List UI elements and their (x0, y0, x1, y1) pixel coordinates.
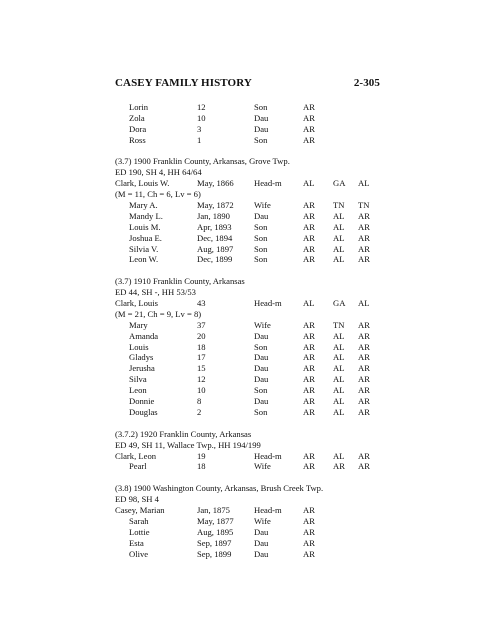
cell-name: Leon (129, 385, 147, 396)
cell-age-or-birth: Jan, 1890 (197, 210, 230, 221)
cell-name: Casey, Marian (115, 504, 165, 515)
cell-birthplace: AR (303, 221, 315, 232)
cell-relation: Head-m (254, 504, 282, 515)
section-spacer (115, 146, 385, 157)
cell-relation: Dau (254, 396, 269, 407)
census-row (115, 320, 385, 331)
cell-relation: Son (254, 385, 268, 396)
cell-relation: Son (254, 254, 268, 265)
cell-name: Louis (129, 341, 149, 352)
cell-relation: Son (254, 243, 268, 254)
cell-relation: Dau (254, 363, 269, 374)
cell-name: Dora (129, 123, 147, 134)
section-reference: ED 98, SH 4 (115, 494, 159, 505)
cell-birthplace: AR (303, 123, 315, 134)
cell-mother-birthplace: AR (358, 254, 370, 265)
cell-age-or-birth: Jan, 1875 (197, 504, 230, 515)
cell-name: Pearl (129, 461, 147, 472)
cell-mother-birthplace: AR (358, 341, 370, 352)
cell-relation: Wife (254, 200, 271, 211)
cell-name: Lorin (129, 102, 149, 112)
census-records (115, 102, 385, 559)
cell-relation: Dau (254, 210, 269, 221)
cell-mother-birthplace: AR (358, 396, 370, 407)
cell-name: Leon W. (129, 254, 159, 265)
cell-relation: Dau (254, 537, 269, 548)
cell-name: Jerusha (129, 363, 155, 374)
cell-age-or-birth: 12 (197, 102, 206, 112)
cell-name: Clark, Leon (115, 450, 157, 461)
cell-age-or-birth: 12 (197, 374, 206, 385)
cell-birthplace: AR (303, 461, 315, 472)
census-row (115, 374, 385, 385)
cell-father-birthplace: AL (333, 210, 345, 221)
cell-father-birthplace: AL (333, 254, 345, 265)
header-title: CASEY FAMILY HISTORY (115, 77, 252, 89)
section-heading: (3.7) 1910 Franklin County, Arkansas (115, 276, 245, 287)
census-row (115, 244, 385, 255)
cell-father-birthplace: AL (333, 232, 345, 243)
cell-father-birthplace: AL (333, 330, 345, 341)
cell-relation: Dau (254, 526, 269, 537)
cell-name: Mandy L. (129, 210, 163, 221)
cell-father-birthplace: TN (333, 319, 345, 330)
cell-name: Louis M. (129, 221, 161, 232)
census-row (115, 298, 385, 309)
cell-name: Joshua E. (129, 232, 162, 243)
cell-name: Clark, Louis W. (115, 178, 170, 189)
cell-age-or-birth: 10 (197, 112, 206, 123)
cell-birthplace: AR (303, 232, 315, 243)
cell-relation: Dau (254, 330, 269, 341)
cell-birthplace: AR (303, 112, 315, 123)
cell-mother-birthplace: AR (358, 221, 370, 232)
cell-age-or-birth: 37 (197, 319, 206, 330)
cell-age-or-birth: Aug, 1897 (197, 243, 234, 254)
cell-relation: Head-m (254, 298, 282, 309)
cell-mother-birthplace: AR (358, 461, 370, 472)
cell-name: Donnie (129, 396, 155, 407)
cell-relation: Son (254, 341, 268, 352)
census-row (115, 211, 385, 222)
cell-name: Mary (129, 319, 148, 330)
cell-name: Douglas (129, 406, 158, 417)
census-row (115, 461, 385, 472)
census-row (115, 233, 385, 244)
marriage-note: (M = 21, Ch = 9, Lv = 8) (115, 308, 202, 319)
cell-father-birthplace: AR (333, 461, 345, 472)
cell-age-or-birth: 3 (197, 123, 202, 134)
cell-mother-birthplace: AR (358, 232, 370, 243)
cell-relation: Son (254, 221, 268, 232)
section-reference: ED 44, SH -, HH 53/53 (115, 287, 196, 298)
page-number: 2-305 (353, 77, 380, 89)
cell-age-or-birth: Aug, 1895 (197, 526, 234, 537)
cell-mother-birthplace: AR (358, 352, 370, 363)
cell-birthplace: AR (303, 406, 315, 417)
section-spacer (115, 265, 385, 276)
cell-father-birthplace: AL (333, 450, 345, 461)
cell-age-or-birth: Apr, 1893 (197, 221, 232, 232)
cell-name: Ross (129, 134, 146, 145)
cell-age-or-birth: May, 1872 (197, 200, 234, 211)
cell-mother-birthplace: AR (358, 210, 370, 221)
section-heading: (3.8) 1900 Washington County, Arkansas, Brush Creek Twp. (115, 483, 324, 494)
census-row (115, 254, 385, 265)
cell-birthplace: AR (303, 515, 315, 526)
census-row (115, 505, 385, 516)
cell-relation: Dau (254, 548, 269, 559)
cell-name: Lottie (129, 526, 150, 537)
cell-relation: Dau (254, 123, 269, 134)
cell-birthplace: AR (303, 200, 315, 211)
cell-age-or-birth: May, 1877 (197, 515, 234, 526)
cell-birthplace: AR (303, 363, 315, 374)
cell-mother-birthplace: AR (358, 319, 370, 330)
section-spacer (115, 472, 385, 483)
census-row (115, 549, 385, 560)
cell-age-or-birth: Dec, 1894 (197, 232, 233, 243)
cell-age-or-birth: 10 (197, 385, 206, 396)
cell-father-birthplace: AL (333, 374, 345, 385)
cell-relation: Head-m (254, 450, 282, 461)
cell-birthplace: AL (303, 298, 315, 309)
section-reference: ED 49, SH 11, Wallace Twp., HH 194/199 (115, 439, 261, 450)
census-row (115, 178, 385, 189)
cell-age-or-birth: 18 (197, 341, 206, 352)
cell-age-or-birth: 18 (197, 461, 206, 472)
cell-name: Gladys (129, 352, 154, 363)
cell-birthplace: AR (303, 548, 315, 559)
cell-father-birthplace: GA (333, 178, 346, 189)
cell-name: Mary A. (129, 200, 158, 211)
census-row (115, 538, 385, 549)
cell-father-birthplace: GA (333, 298, 346, 309)
cell-age-or-birth: 19 (197, 450, 206, 461)
cell-name: Clark, Louis (115, 298, 158, 309)
cell-age-or-birth: 8 (197, 396, 202, 407)
cell-birthplace: AR (303, 450, 315, 461)
cell-mother-birthplace: AR (358, 385, 370, 396)
cell-birthplace: AR (303, 102, 315, 112)
cell-age-or-birth: Sep, 1899 (197, 548, 232, 559)
cell-mother-birthplace: AL (358, 178, 370, 189)
cell-mother-birthplace: AL (358, 298, 370, 309)
cell-relation: Dau (254, 374, 269, 385)
census-row (115, 342, 385, 353)
cell-mother-birthplace: AR (358, 374, 370, 385)
cell-age-or-birth: 43 (197, 298, 206, 309)
cell-age-or-birth: 15 (197, 363, 206, 374)
cell-birthplace: AR (303, 385, 315, 396)
census-row (115, 135, 385, 146)
cell-birthplace: AR (303, 526, 315, 537)
cell-father-birthplace: AL (333, 396, 345, 407)
section-spacer (115, 418, 385, 429)
section-heading: (3.7.2) 1920 Franklin County, Arkansas (115, 428, 252, 439)
census-row (115, 331, 385, 342)
cell-relation: Son (254, 134, 268, 145)
cell-birthplace: AR (303, 504, 315, 515)
cell-father-birthplace: AL (333, 363, 345, 374)
cell-father-birthplace: TN (333, 200, 345, 211)
cell-birthplace: AR (303, 319, 315, 330)
cell-mother-birthplace: AR (358, 243, 370, 254)
cell-mother-birthplace: AR (358, 363, 370, 374)
cell-birthplace: AR (303, 396, 315, 407)
census-row (115, 200, 385, 211)
cell-father-birthplace: AL (333, 221, 345, 232)
cell-age-or-birth: 1 (197, 134, 202, 145)
cell-age-or-birth: May, 1866 (197, 178, 234, 189)
cell-name: Esta (129, 537, 144, 548)
marriage-note: (M = 11, Ch = 6, Lv = 6) (115, 189, 201, 200)
cell-age-or-birth: 17 (197, 352, 206, 363)
cell-name: Silva (129, 374, 147, 385)
cell-name: Amanda (129, 330, 159, 341)
cell-relation: Wife (254, 461, 271, 472)
cell-mother-birthplace: AR (358, 450, 370, 461)
cell-name: Sarah (129, 515, 149, 526)
census-row (115, 385, 385, 396)
census-row (115, 407, 385, 418)
cell-age-or-birth: 2 (197, 406, 202, 417)
cell-father-birthplace: AL (333, 406, 345, 417)
cell-mother-birthplace: AR (358, 330, 370, 341)
cell-name: Zola (129, 112, 145, 123)
cell-relation: Dau (254, 352, 269, 363)
cell-relation: Son (254, 232, 268, 243)
census-row (115, 516, 385, 527)
cell-relation: Wife (254, 515, 271, 526)
section-reference: ED 190, SH 4, HH 64/64 (115, 167, 202, 178)
cell-relation: Wife (254, 319, 271, 330)
cell-birthplace: AR (303, 537, 315, 548)
cell-birthplace: AR (303, 243, 315, 254)
cell-birthplace: AR (303, 134, 315, 145)
cell-birthplace: AR (303, 330, 315, 341)
cell-name: Silvia V. (129, 243, 159, 254)
cell-birthplace: AR (303, 210, 315, 221)
cell-father-birthplace: AL (333, 385, 345, 396)
cell-birthplace: AR (303, 352, 315, 363)
cell-relation: Dau (254, 112, 269, 123)
census-row (115, 527, 385, 538)
cell-relation: Head-m (254, 178, 282, 189)
census-row (115, 451, 385, 462)
cell-age-or-birth: 20 (197, 330, 206, 341)
cell-mother-birthplace: TN (358, 200, 370, 211)
cell-father-birthplace: AL (333, 243, 345, 254)
page-header (115, 77, 380, 91)
census-row (115, 352, 385, 363)
cell-birthplace: AR (303, 254, 315, 265)
cell-name: Olive (129, 548, 149, 559)
cell-age-or-birth: Dec, 1899 (197, 254, 233, 265)
cell-father-birthplace: AL (333, 341, 345, 352)
cell-age-or-birth: Sep, 1897 (197, 537, 232, 548)
census-row (115, 124, 385, 135)
census-row (115, 222, 385, 233)
census-row (115, 113, 385, 124)
census-row (115, 396, 385, 407)
cell-birthplace: AR (303, 341, 315, 352)
census-row (115, 363, 385, 374)
census-row (115, 102, 385, 113)
cell-relation: Son (254, 102, 268, 112)
cell-birthplace: AR (303, 374, 315, 385)
section-heading: (3.7) 1900 Franklin County, Arkansas, Grove Twp. (115, 156, 290, 167)
cell-mother-birthplace: AR (358, 406, 370, 417)
cell-father-birthplace: AL (333, 352, 345, 363)
cell-birthplace: AL (303, 178, 315, 189)
cell-relation: Son (254, 406, 268, 417)
